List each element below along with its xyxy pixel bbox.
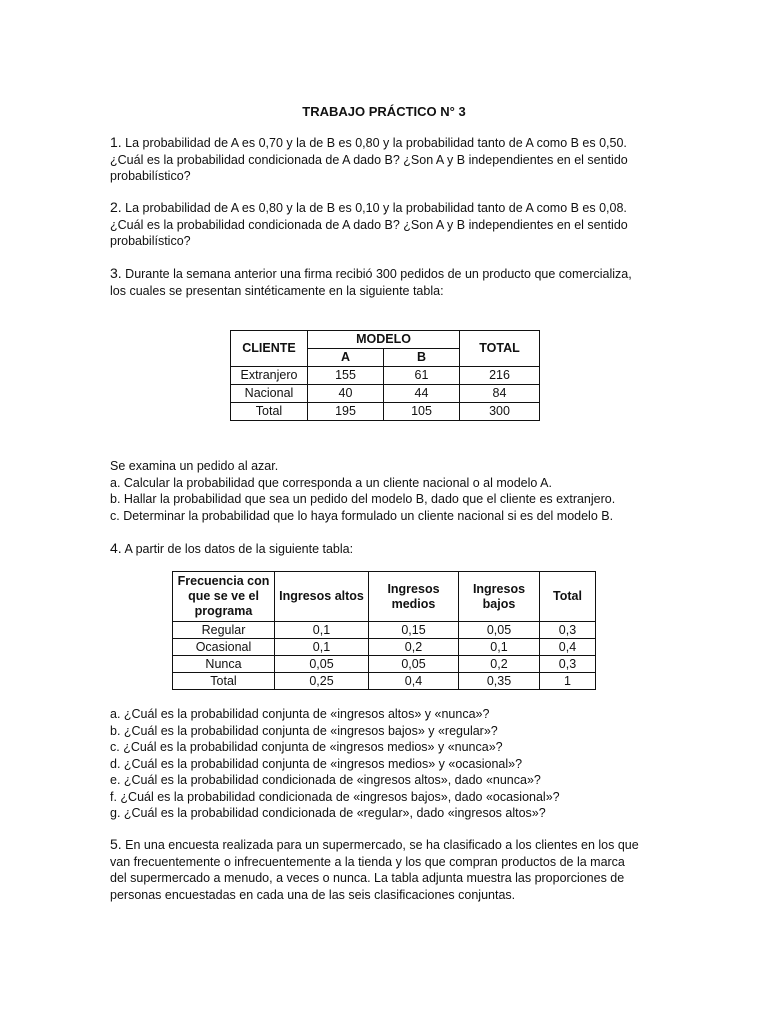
exercise-4 [110,540,658,558]
exercise-text: Durante la semana anterior una firma recibió 300 pedidos de un producto que comercializa, [121,267,632,281]
exercise-text: del supermercado a menudo, a veces o nunca. La tabla adjunta muestra las proporciones de [110,871,625,885]
cell-altos: 0,1 [275,622,369,639]
table-row [173,639,596,656]
exercise-1 [110,134,658,185]
exercise-4-questions [110,706,658,822]
exercise-text: La probabilidad de A es 0,70 y la de B es 0,80 y la probabilidad tanto de A como B es 0,50. [121,136,627,150]
cell-altos: 0,1 [275,639,369,656]
cell-total: 0,4 [540,639,596,656]
cell-total: 216 [460,367,540,385]
header-model-a: A [308,349,384,367]
orders-table [230,330,540,421]
cell-a: 195 [308,403,384,421]
exercise-5 [110,836,658,903]
cell-total: 0,3 [540,622,596,639]
exercise-text: La probabilidad de A es 0,80 y la de B es 0,10 y la probabilidad tanto de A como B es 0,08. [121,201,627,215]
exercise-text: ¿Cuál es la probabilidad condicionada de A dado B? ¿Son A y B independientes en el sentido [110,217,628,232]
list-item: a. ¿Cuál es la probabilidad conjunta de «ingresos altos» y «nunca»? [110,707,490,721]
table-row [231,403,540,421]
list-item: f. ¿Cuál es la probabilidad condicionada de «ingresos bajos», dado «ocasional»? [110,789,560,804]
exercise-number: 1. [110,134,122,150]
header-total: Total [540,572,596,622]
header-model-b: B [384,349,460,367]
header-ingresos-altos: Ingresos altos [275,572,369,622]
cell-medios: 0,4 [369,673,459,690]
header-ingresos-medios: Ingresos medios [369,572,459,622]
list-item: b. Hallar la probabilidad que sea un pedido del modelo B, dado que el cliente es extranjero. [110,492,616,506]
header-total: TOTAL [460,331,540,367]
exercise-text: A partir de los datos de la siguiente tabla: [121,542,354,556]
table-row [231,367,540,385]
exercise-text: probabilístico? [110,169,191,183]
list-item: e. ¿Cuál es la probabilidad condicionada de «ingresos altos», dado «nunca»? [110,773,541,787]
cell-medios: 0,2 [369,639,459,656]
income-frequency-table [172,571,596,690]
list-item: c. Determinar la probabilidad que lo haya formulado un cliente nacional si es del modelo B. [110,508,614,523]
cell-bajos: 0,05 [459,622,540,639]
exercise-number: 2. [110,199,122,215]
list-item: b. ¿Cuál es la probabilidad conjunta de «ingresos bajos» y «regular»? [110,723,498,738]
row-label: Nacional [231,385,308,403]
table-row [173,656,596,673]
list-item: c. ¿Cuál es la probabilidad conjunta de «ingresos medios» y «nunca»? [110,740,503,754]
header-frecuencia: Frecuencia con que se ve el programa [173,572,275,622]
exercise-text: En una encuesta realizada para un supermercado, se ha clasificado a los clientes en los que [121,838,639,852]
cell-bajos: 0,1 [459,639,540,656]
cell-bajos: 0,35 [459,673,540,690]
cell-b: 44 [384,385,460,403]
row-label: Extranjero [231,367,308,385]
header-modelo: MODELO [308,331,460,349]
header-ingresos-bajos: Ingresos bajos [459,572,540,622]
cell-b: 105 [384,403,460,421]
table-row [173,622,596,639]
exercise-text: van frecuentemente o infrecuentemente a la tienda y los que compran productos de la marca [110,854,625,869]
exercise-text: los cuales se presentan sintéticamente en la siguiente tabla: [110,283,444,298]
row-label: Regular [173,622,275,639]
header-cliente: CLIENTE [231,331,308,367]
cell-a: 155 [308,367,384,385]
cell-bajos: 0,2 [459,656,540,673]
cell-altos: 0,25 [275,673,369,690]
list-item: a. Calcular la probabilidad que corresponda a un cliente nacional o al modelo A. [110,475,552,490]
exercise-text: ¿Cuál es la probabilidad condicionada de A dado B? ¿Son A y B independientes en el sentido [110,152,628,167]
list-item: d. ¿Cuál es la probabilidad conjunta de «ingresos medios» y «ocasional»? [110,756,523,771]
cell-total: 1 [540,673,596,690]
document-title: TRABAJO PRÁCTICO N° 3 [302,104,466,119]
row-label: Total [173,673,275,690]
cell-total: 84 [460,385,540,403]
cell-total: 300 [460,403,540,421]
row-label: Nunca [173,656,275,673]
exercise-text: probabilístico? [110,234,191,248]
list-item: g. ¿Cuál es la probabilidad condicionada de «regular», dado «ingresos altos»? [110,806,546,820]
cell-medios: 0,05 [369,656,459,673]
exercise-number: 4. [110,540,122,556]
cell-a: 40 [308,385,384,403]
cell-medios: 0,15 [369,622,459,639]
exercise-number: 3. [110,265,122,281]
row-label: Total [231,403,308,421]
exercise-text: personas encuestadas en cada una de las seis clasificaciones conjuntas. [110,887,516,902]
table-row [231,385,540,403]
exercise-2 [110,199,658,250]
cell-b: 61 [384,367,460,385]
row-label: Ocasional [173,639,275,656]
cell-altos: 0,05 [275,656,369,673]
intro-text: Se examina un pedido al azar. [110,459,279,473]
exercise-number: 5. [110,836,122,852]
exercise-3-questions [110,458,658,524]
exercise-3 [110,265,658,299]
table-row [173,673,596,690]
cell-total: 0,3 [540,656,596,673]
